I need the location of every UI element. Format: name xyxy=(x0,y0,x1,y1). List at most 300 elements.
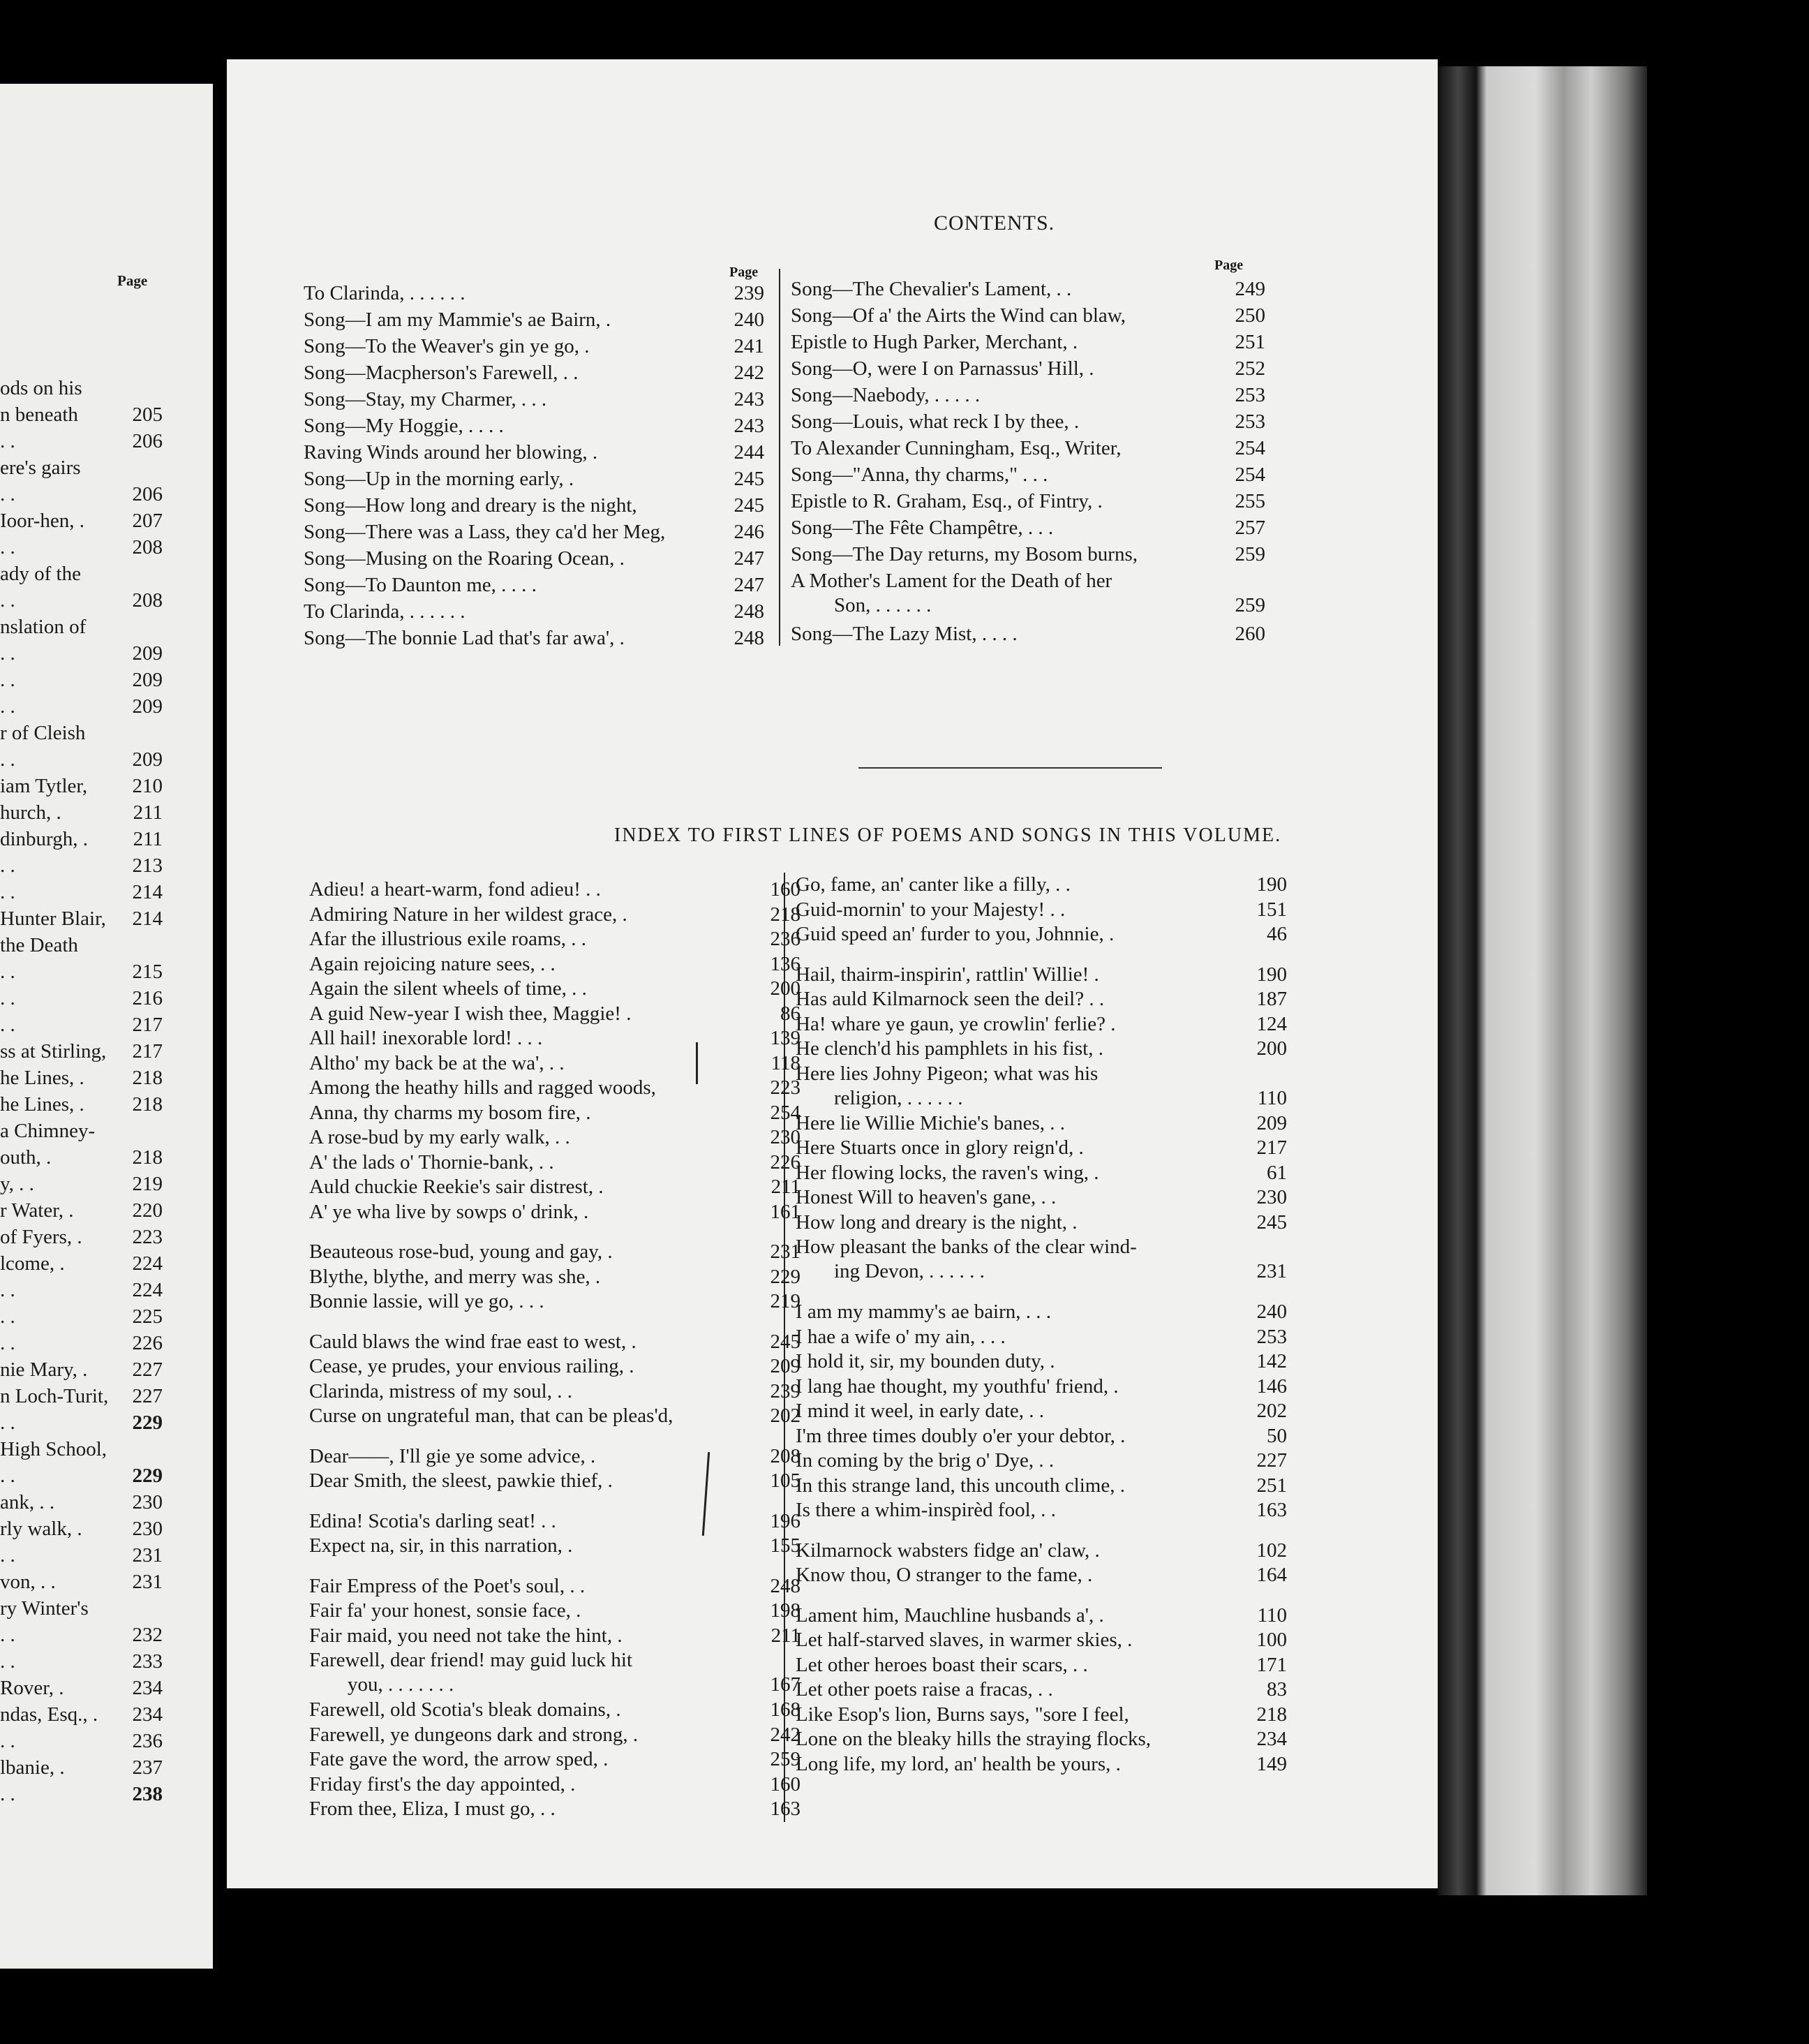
left-page-row-text: . . xyxy=(0,1014,15,1036)
left-page-row-text: y, . . xyxy=(0,1173,34,1195)
index-entry-line: Cauld blaws the wind frae east to west, . xyxy=(309,1330,636,1353)
contents-entry-page: 248 xyxy=(734,600,764,623)
index-entry-line: Honest Will to heaven's gane, . . xyxy=(796,1186,1057,1208)
index-entry-page: 102 xyxy=(1256,1539,1287,1562)
contents-entry-page: 244 xyxy=(734,441,764,464)
left-page-row xyxy=(0,1571,209,1596)
left-page-row-number: 218 xyxy=(132,1093,163,1116)
index-entry-page: 242 xyxy=(770,1723,801,1746)
left-page-row-text: Rover, . xyxy=(0,1677,64,1699)
left-page-row-text: . . xyxy=(0,642,15,665)
left-page-row-number: 232 xyxy=(132,1624,163,1646)
left-page-row-text: . . xyxy=(0,589,15,612)
left-page-row-text: . . xyxy=(0,1332,15,1354)
index-entry-line: How long and dreary is the night, . xyxy=(796,1210,1078,1234)
index-entry-line: A' ye wha live by sowps o' drink, . xyxy=(309,1200,589,1223)
index-entry-line: Bonnie lassie, will ye go, . . . xyxy=(309,1290,544,1312)
index-entry-line: Dear Smith, the sleest, pawkie thief, . xyxy=(309,1469,613,1492)
left-page-row-text: ndas, Esq., . xyxy=(0,1703,98,1726)
left-page-row-text: ry Winter's xyxy=(0,1597,89,1620)
index-entry-page: 46 xyxy=(1267,923,1287,945)
left-page-row xyxy=(0,430,209,455)
index-entry-line: In coming by the brig o' Dye, . . xyxy=(796,1449,1055,1472)
left-page-row xyxy=(0,1358,209,1384)
index-entry-line: Here Stuarts once in glory reign'd, . xyxy=(796,1136,1084,1159)
contents-entry-title: Epistle to R. Graham, Esq., of Fintry, . xyxy=(791,490,1103,512)
index-entry-line: Like Esop's lion, Burns says, "sore I feel, xyxy=(796,1703,1129,1726)
index-entry-line: Let other poets raise a fracas, . . xyxy=(796,1678,1053,1701)
left-page-row-text: Hunter Blair, xyxy=(0,908,106,930)
index-entry-line: Guid-mornin' to your Majesty! . . xyxy=(796,898,1066,921)
index-entry-line: Again rejoicing nature sees, . . xyxy=(309,952,556,975)
index-entry-line: Here lies Johny Pigeon; what was his xyxy=(796,1062,1099,1085)
left-page-row-number: 237 xyxy=(132,1756,163,1779)
index-entry-page: 105 xyxy=(770,1469,801,1492)
left-page-row xyxy=(0,934,209,959)
left-page-row xyxy=(0,457,209,482)
left-page-row xyxy=(0,961,209,986)
left-page-row xyxy=(0,1412,209,1437)
left-page-row-text: lcome, . xyxy=(0,1252,65,1275)
index-entry-page: 209 xyxy=(1256,1111,1287,1134)
index-entry-page: 231 xyxy=(770,1241,801,1263)
left-page-row-number: 214 xyxy=(132,881,163,903)
contents-entry-page: 260 xyxy=(1235,623,1265,645)
left-page-row-text: . . xyxy=(0,536,15,558)
left-page-row-text: . . xyxy=(0,430,15,452)
contents-right-page-label: Page xyxy=(1214,258,1244,273)
index-entry-line: I'm three times doubly o'er your debtor, . xyxy=(796,1424,1126,1447)
index-entry-page: 161 xyxy=(770,1200,801,1223)
left-page-row xyxy=(0,1252,209,1278)
contents-entry-title: Song—I am my Mammie's ae Bairn, . xyxy=(304,309,611,331)
left-page-row-text: lbanie, . xyxy=(0,1756,65,1779)
index-entry-page: 251 xyxy=(1256,1474,1287,1497)
index-entry-line: Is there a whim-inspirèd fool, . . xyxy=(796,1499,1056,1521)
index-entry-page: 202 xyxy=(1256,1400,1287,1422)
contents-entry-page: 240 xyxy=(734,309,764,331)
contents-entry-page: 248 xyxy=(734,627,764,649)
index-entry-page: 208 xyxy=(770,1444,801,1467)
left-page-row-number: 229 xyxy=(132,1465,163,1487)
contents-entry-page: 243 xyxy=(734,388,764,410)
index-entry-line: A rose-bud by my early walk, . . xyxy=(309,1126,570,1148)
contents-entry-page: 257 xyxy=(1235,517,1265,539)
contents-column-rule xyxy=(779,269,780,646)
left-page-row-number: 229 xyxy=(132,1412,163,1434)
left-page-row-text: ere's gairs xyxy=(0,457,81,479)
left-page-label: Page xyxy=(117,272,148,289)
contents-entry-title: Song—Of a' the Airts the Wind can blaw, xyxy=(791,304,1126,327)
index-entry-page: 223 xyxy=(770,1076,801,1099)
left-page-row-number: 231 xyxy=(132,1544,163,1567)
left-page-row xyxy=(0,1544,209,1569)
index-entry-page: 218 xyxy=(1256,1703,1287,1726)
left-page-row-text: r Water, . xyxy=(0,1199,74,1222)
index-entry-page: 164 xyxy=(1256,1564,1287,1586)
index-entry-line: Afar the illustrious exile roams, . . xyxy=(309,928,587,950)
left-page-row-text: Ioor-hen, . xyxy=(0,510,85,532)
left-page-row xyxy=(0,1624,209,1649)
left-page-row xyxy=(0,1465,209,1490)
left-page-row-number: 223 xyxy=(132,1226,163,1248)
index-entry-line: Ha! whare ye gaun, ye crowlin' ferlie? . xyxy=(796,1012,1116,1035)
index-entry-line: Long life, my lord, an' health be yours, . xyxy=(796,1752,1121,1775)
left-page-row-number: 211 xyxy=(133,801,163,824)
index-entry-line: Clarinda, mistress of my soul, . . xyxy=(309,1379,572,1402)
index-entry-line: Dear——, I'll gie ye some advice, . xyxy=(309,1444,596,1467)
left-page-row-text: n Loch-Turit, xyxy=(0,1385,109,1407)
left-page-row xyxy=(0,1756,209,1782)
index-entry-page: 230 xyxy=(770,1126,801,1148)
left-page-row xyxy=(0,1730,209,1755)
index-entry-page: 155 xyxy=(770,1534,801,1557)
left-page-row-number: 215 xyxy=(132,961,163,983)
index-entry-page: 226 xyxy=(770,1150,801,1173)
left-page-row xyxy=(0,1067,209,1092)
left-page-row-text: r of Cleish xyxy=(0,722,86,744)
left-page-row-number: 224 xyxy=(132,1252,163,1275)
contents-entry-page: 254 xyxy=(1235,437,1265,459)
left-page-row-text: . . xyxy=(0,1465,15,1487)
contents-entry-title: Song—Macpherson's Farewell, . . xyxy=(304,362,579,384)
left-page-row-text: ss at Stirling, xyxy=(0,1040,107,1062)
index-entry-page: 198 xyxy=(770,1599,801,1622)
index-entry-page: 196 xyxy=(770,1509,801,1532)
index-entry-line: A guid New-year I wish thee, Maggie! . xyxy=(309,1002,632,1025)
contents-entry-title: Raving Winds around her blowing, . xyxy=(304,441,598,464)
left-page-row-number: 234 xyxy=(132,1703,163,1726)
index-entry-line: Fair fa' your honest, sonsie face, . xyxy=(309,1599,581,1622)
left-page-row xyxy=(0,1146,209,1171)
contents-entry-page: 243 xyxy=(734,415,764,437)
left-page-row-text: . . xyxy=(0,1544,15,1567)
index-entry-line: Farewell, ye dungeons dark and strong, . xyxy=(309,1723,639,1746)
left-page-row-number: 216 xyxy=(132,987,163,1009)
index-entry-page: 227 xyxy=(1256,1449,1287,1472)
index-entry-page: 254 xyxy=(770,1101,801,1124)
left-page-row-text: . . xyxy=(0,1783,15,1805)
left-page-row xyxy=(0,1120,209,1145)
left-page-row-text: . . xyxy=(0,854,15,877)
pencil-mark xyxy=(696,1042,698,1084)
index-entry-page: 248 xyxy=(770,1574,801,1597)
index-entry-page: 160 xyxy=(770,878,801,901)
left-page-row xyxy=(0,908,209,933)
left-page-row-number: 209 xyxy=(132,748,163,771)
left-page-row-text: he Lines, . xyxy=(0,1067,84,1089)
left-page-row-number: 205 xyxy=(132,403,163,426)
contents-entry-page: 245 xyxy=(734,468,764,490)
index-entry-line: Go, fame, an' canter like a filly, . . xyxy=(796,873,1071,896)
contents-entry-title: Song—The Chevalier's Lament, . . xyxy=(791,278,1072,300)
left-page-row-number: 209 xyxy=(132,695,163,718)
left-page-row xyxy=(0,1014,209,1039)
index-entry-line: Farewell, old Scotia's bleak domains, . xyxy=(309,1698,621,1721)
left-page-row-text: . . xyxy=(0,1624,15,1646)
left-page-row xyxy=(0,1677,209,1702)
left-page-row-text: ods on his xyxy=(0,377,82,399)
index-entry-line: Hail, thairm-inspirin', rattlin' Willie! . xyxy=(796,963,1099,986)
index-entry-page: 211 xyxy=(770,1176,801,1198)
left-page-row-text: . . xyxy=(0,987,15,1009)
contents-entry-title: Song—The Day returns, my Bosom burns, xyxy=(791,543,1138,565)
index-entry-page: 234 xyxy=(1256,1728,1287,1750)
contents-entry-page: 254 xyxy=(1235,464,1265,486)
left-page-row xyxy=(0,801,209,827)
left-page-row-text: hurch, . xyxy=(0,801,61,824)
pencil-mark xyxy=(702,1452,710,1536)
contents-entry-title: Song—My Hoggie, . . . . xyxy=(304,415,504,437)
index-entry-line: Edina! Scotia's darling seat! . . xyxy=(309,1509,556,1532)
left-page-row-number: 227 xyxy=(132,1385,163,1407)
left-page-row xyxy=(0,403,209,429)
index-entry-line: Fate gave the word, the arrow sped, . xyxy=(309,1748,609,1770)
contents-entry-page: 250 xyxy=(1235,304,1265,327)
left-page-row xyxy=(0,1783,209,1808)
section-divider xyxy=(858,767,1162,769)
contents-entry-title: To Clarinda, . . . . . . xyxy=(304,600,466,623)
index-entry-line: Lament him, Mauchline husbands a', . xyxy=(796,1604,1104,1627)
contents-entry-page: 241 xyxy=(734,335,764,357)
index-entry-page: 253 xyxy=(1256,1325,1287,1348)
left-page-row xyxy=(0,1305,209,1331)
contents-entry-title: Song—The Fête Champêtre, . . . xyxy=(791,517,1054,539)
left-page-row xyxy=(0,1093,209,1118)
index-entry-page: 218 xyxy=(770,903,801,926)
left-page-row-text: dinburgh, . xyxy=(0,828,88,850)
left-page-row-number: 208 xyxy=(132,589,163,612)
left-page-row xyxy=(0,536,209,561)
contents-entry-title: A Mother's Lament for the Death of her xyxy=(791,570,1112,592)
contents-entry-title: Song—To Daunton me, . . . . xyxy=(304,574,537,596)
index-entry-page: 217 xyxy=(1256,1136,1287,1159)
left-page-row-number: 227 xyxy=(132,1358,163,1381)
left-page-row-text: a Chimney- xyxy=(0,1120,96,1142)
index-entry-continuation: you, . . . . . . . xyxy=(348,1673,454,1696)
index-entry-page: 202 xyxy=(770,1405,801,1427)
contents-entry-page: 252 xyxy=(1235,357,1265,380)
contents-entry-title: Song—The Lazy Mist, . . . . xyxy=(791,623,1018,645)
left-page-row-number: 214 xyxy=(132,908,163,930)
index-entry-page: 168 xyxy=(770,1698,801,1721)
left-page-row-text: ady of the xyxy=(0,563,81,585)
index-entry-page: 240 xyxy=(1256,1301,1287,1323)
index-entry-page: 167 xyxy=(770,1673,801,1696)
index-entry-line: All hail! inexorable lord! . . . xyxy=(309,1027,543,1049)
index-entry-line: From thee, Eliza, I must go, . . xyxy=(309,1798,556,1820)
index-entry-page: 187 xyxy=(1256,988,1287,1010)
left-page-row xyxy=(0,1199,209,1224)
index-title: INDEX TO FIRST LINES OF POEMS AND SONGS IN THIS VOLUME. xyxy=(614,824,1282,846)
contents-entry-title: Song—How long and dreary is the night, xyxy=(304,494,637,517)
contents-entry-continuation: Son, . . . . . . xyxy=(834,594,932,616)
left-page-row-number: 206 xyxy=(132,430,163,452)
left-page-row-text: . . xyxy=(0,1305,15,1328)
left-page-row-text: von, . . xyxy=(0,1571,56,1593)
index-entry-line: Has auld Kilmarnock seen the deil? . . xyxy=(796,988,1105,1010)
index-entry-line: Lone on the bleaky hills the straying flocks, xyxy=(796,1728,1152,1750)
index-entry-page: 118 xyxy=(770,1051,801,1074)
left-page-row-text: he Lines, . xyxy=(0,1093,84,1116)
left-page-row-text: . . xyxy=(0,961,15,983)
index-entry-line: He clench'd his pamphlets in his fist, . xyxy=(796,1037,1103,1060)
index-entry-page: 149 xyxy=(1256,1752,1287,1775)
left-page-row-number: 206 xyxy=(132,483,163,505)
left-page-row-number: 219 xyxy=(132,1173,163,1195)
index-entry-page: 219 xyxy=(770,1290,801,1312)
left-page-row-text: rly walk, . xyxy=(0,1518,82,1540)
left-page-row xyxy=(0,563,209,588)
contents-entry-title: Song—Stay, my Charmer, . . . xyxy=(304,388,547,410)
left-page-row-number: 234 xyxy=(132,1677,163,1699)
contents-entry-page: 251 xyxy=(1235,331,1265,353)
index-entry-line: Guid speed an' furder to you, Johnnie, . xyxy=(796,923,1115,945)
index-entry-line: Adieu! a heart-warm, fond adieu! . . xyxy=(309,878,601,901)
index-entry-page: 146 xyxy=(1256,1375,1287,1398)
left-page-row xyxy=(0,1279,209,1304)
book-gutter xyxy=(213,77,227,1976)
index-entry-line: Farewell, dear friend! may guid luck hit xyxy=(309,1649,633,1671)
left-page-row xyxy=(0,1703,209,1728)
left-page-row-text: outh, . xyxy=(0,1146,52,1169)
left-page-row-number: 218 xyxy=(132,1067,163,1089)
left-page-row-text: . . xyxy=(0,669,15,691)
index-entry-line: Let half-starved slaves, in warmer skies, . xyxy=(796,1629,1133,1651)
index-entry-line: Blythe, blythe, and merry was she, . xyxy=(309,1265,601,1288)
index-entry-continuation: ing Devon, . . . . . . xyxy=(834,1260,985,1282)
index-entry-line: Expect na, sir, in this narration, . xyxy=(309,1534,573,1557)
index-entry-page: 142 xyxy=(1256,1350,1287,1372)
index-entry-page: 245 xyxy=(770,1330,801,1353)
index-entry-line: Let other heroes boast their scars, . . xyxy=(796,1653,1088,1676)
left-page-row-text: . . xyxy=(0,748,15,771)
contents-entry-title: Song—Up in the morning early, . xyxy=(304,468,574,490)
left-page-row xyxy=(0,1173,209,1198)
index-entry-page: 110 xyxy=(1257,1086,1287,1109)
left-page-row-number: 208 xyxy=(132,536,163,558)
index-entry-page: 245 xyxy=(1256,1210,1287,1234)
index-entry-page: 83 xyxy=(1267,1678,1287,1701)
left-page-row xyxy=(0,1385,209,1410)
left-page-row-number: 211 xyxy=(133,828,163,850)
index-entry-page: 229 xyxy=(770,1265,801,1288)
contents-entry-page: 247 xyxy=(734,574,764,596)
book-page-edges xyxy=(1438,66,1647,1895)
index-entry-page: 236 xyxy=(770,928,801,950)
index-entry-line: Her flowing locks, the raven's wing, . xyxy=(796,1161,1099,1184)
index-entry-page: 100 xyxy=(1256,1629,1287,1651)
left-page-row xyxy=(0,1438,209,1463)
index-entry-line: Friday first's the day appointed, . xyxy=(309,1772,576,1795)
index-entry-line: I lang hae thought, my youthfu' friend, . xyxy=(796,1375,1119,1398)
left-page-row xyxy=(0,1040,209,1065)
left-page-row xyxy=(0,1491,209,1516)
index-entry-page: 211 xyxy=(770,1624,801,1647)
index-entry-line: Among the heathy hills and ragged woods, xyxy=(309,1076,656,1099)
left-page-row xyxy=(0,1226,209,1251)
left-page-row-number: 230 xyxy=(132,1491,163,1513)
contents-entry-title: Song—O, were I on Parnassus' Hill, . xyxy=(791,357,1094,380)
left-page-row-text: . . xyxy=(0,483,15,505)
left-page-row-text: the Death xyxy=(0,934,78,956)
page-title: CONTENTS. xyxy=(934,212,1055,235)
contents-entry-page: 253 xyxy=(1235,384,1265,406)
index-entry-page: 200 xyxy=(770,977,801,1000)
left-page-row xyxy=(0,616,209,641)
index-entry-line: Cease, ye prudes, your envious railing, . xyxy=(309,1355,634,1377)
index-entry-page: 230 xyxy=(1256,1186,1287,1208)
contents-entry-page: 249 xyxy=(1235,278,1265,300)
index-entry-page: 163 xyxy=(770,1798,801,1820)
contents-entry-title: To Clarinda, . . . . . . xyxy=(304,282,466,304)
left-page-row xyxy=(0,589,209,614)
index-entry-page: 239 xyxy=(770,1379,801,1402)
index-entry-page: 231 xyxy=(1256,1260,1287,1282)
contents-entry-page: 242 xyxy=(734,362,764,384)
left-page-row xyxy=(0,722,209,747)
left-page-row-text: . . xyxy=(0,881,15,903)
index-entry-line: A' the lads o' Thornie-bank, . . xyxy=(309,1150,554,1173)
index-entry-line: Admiring Nature in her wildest grace, . xyxy=(309,903,627,926)
left-page-row xyxy=(0,1332,209,1357)
contents-entry-title: Song—To the Weaver's gin ye go, . xyxy=(304,335,590,357)
index-entry-line: Fair maid, you need not take the hint, . xyxy=(309,1624,623,1647)
index-entry-line: I mind it weel, in early date, . . xyxy=(796,1400,1044,1422)
left-page-row xyxy=(0,377,209,402)
index-entry-continuation: religion, . . . . . . xyxy=(834,1086,963,1109)
contents-entry-page: 239 xyxy=(734,282,764,304)
left-page-row-text: ank, . . xyxy=(0,1491,55,1513)
index-entry-page: 259 xyxy=(770,1748,801,1770)
left-page-row-text: . . xyxy=(0,695,15,718)
left-page-row-text: . . xyxy=(0,1412,15,1434)
index-entry-page: 190 xyxy=(1256,963,1287,986)
contents-entry-title: Epistle to Hugh Parker, Merchant, . xyxy=(791,331,1078,353)
index-entry-page: 151 xyxy=(1256,898,1287,921)
left-page-row-number: 226 xyxy=(132,1332,163,1354)
left-page-row-number: 213 xyxy=(132,854,163,877)
left-page-row-text: of Fyers, . xyxy=(0,1226,82,1248)
index-entry-page: 209 xyxy=(770,1355,801,1377)
left-page-row-text: . . xyxy=(0,1730,15,1752)
index-entry-line: I hae a wife o' my ain, . . . xyxy=(796,1325,1006,1348)
index-entry-page: 86 xyxy=(780,1002,801,1025)
left-page-row-number: 209 xyxy=(132,669,163,691)
contents-page xyxy=(227,59,1438,1888)
index-entry-line: In this strange land, this uncouth clime, . xyxy=(796,1474,1125,1497)
index-entry-line: Auld chuckie Reekie's sair distrest, . xyxy=(309,1176,604,1198)
left-page-row-text: nslation of xyxy=(0,616,87,638)
index-entry-page: 200 xyxy=(1256,1037,1287,1060)
left-page-row xyxy=(0,828,209,853)
left-page-row-number: 209 xyxy=(132,642,163,665)
left-page-row-text: n beneath xyxy=(0,403,78,426)
contents-entry-title: Song—The bonnie Lad that's far awa', . xyxy=(304,627,625,649)
index-entry-page: 50 xyxy=(1267,1424,1287,1447)
index-entry-page: 160 xyxy=(770,1772,801,1795)
left-page-row-number: 220 xyxy=(132,1199,163,1222)
left-page-row-text: . . xyxy=(0,1279,15,1301)
left-page-row xyxy=(0,483,209,508)
left-page-row-number: 236 xyxy=(132,1730,163,1752)
contents-entry-page: 245 xyxy=(734,494,764,517)
contents-entry-page: 253 xyxy=(1235,410,1265,433)
left-page-row xyxy=(0,775,209,800)
left-page-row-number: 233 xyxy=(132,1650,163,1673)
contents-entry-title: Song—Naebody, . . . . . xyxy=(791,384,981,406)
index-entry-line: Beauteous rose-bud, young and gay, . xyxy=(309,1241,613,1263)
